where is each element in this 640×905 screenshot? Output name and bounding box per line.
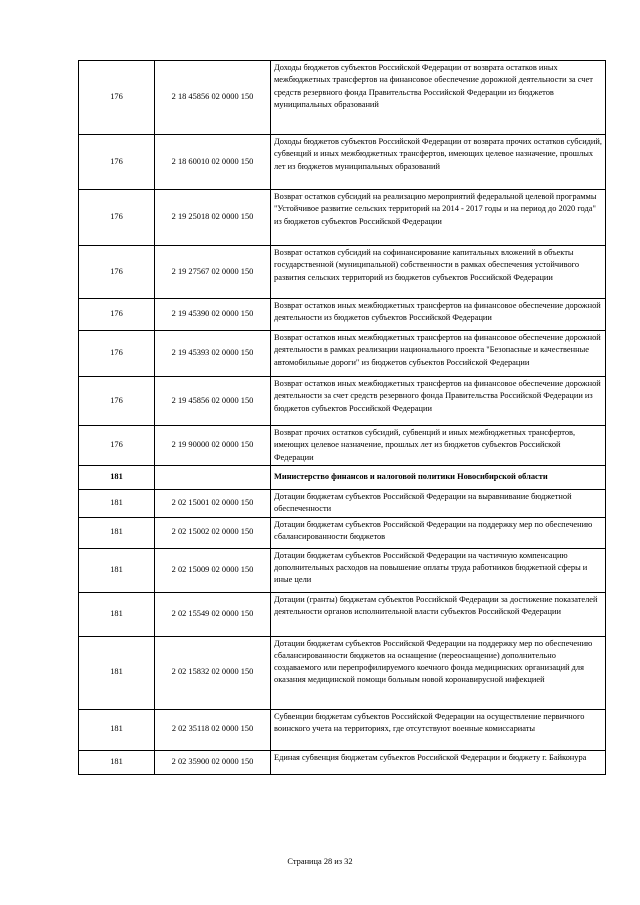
table-row [79,331,606,377]
table-row [79,636,606,709]
table-row [79,592,606,636]
kbk-code-cell: 2 19 45390 02 0000 150 [155,299,271,331]
admin-code-cell: 176 [79,331,155,377]
table-row [79,135,606,190]
revenue-name-cell: Возврат остатков иных межбюджетных трансфертов на финансовое обеспечение дорожной деятельности в рамках реализации национального проекта "Безопасные и качественные автомобильные дороги" из бюджетов субъектов Российской Федерации [271,331,606,377]
revenue-codes-table [78,60,606,775]
kbk-code-cell: 2 02 15001 02 0000 150 [155,490,271,518]
revenue-name-cell: Дотации бюджетам субъектов Российской Федерации на поддержку мер по обеспечению сбалансированности бюджетов на оснащение (переоснащение) дополнительно создаваемого или перепрофилируемого коечного фонда медицинских организаций для оказания медицинской помощи больным новой коронавирусной инфекцией [271,636,606,709]
table-row [79,750,606,774]
table-row [79,490,606,518]
revenue-name-cell: Дотации бюджетам субъектов Российской Федерации на выравнивание бюджетной обеспеченности [271,490,606,518]
admin-code-cell: 176 [79,61,155,135]
admin-code-cell: 181 [79,709,155,750]
kbk-code-cell: 2 02 15832 02 0000 150 [155,636,271,709]
kbk-code-cell: 2 18 45856 02 0000 150 [155,61,271,135]
revenue-name-cell: Возврат остатков субсидий на софинансирование капитальных вложений в объекты государственной (муниципальной) собственности в рамках обеспечения устойчивого развития сельских территорий из бюджетов субъектов Российской Федерации [271,246,606,299]
revenue-name-cell: Доходы бюджетов субъектов Российской Федерации от возврата прочих остатков субсидий, субвенций и иных межбюджетных трансфертов, имеющих целевое назначение, прошлых лет из бюджетов муниципальных образований [271,135,606,190]
admin-code-cell: 181 [79,548,155,592]
admin-code-cell: 181 [79,636,155,709]
kbk-code-cell: 2 18 60010 02 0000 150 [155,135,271,190]
table-row [79,709,606,750]
table-row [79,426,606,466]
admin-code-cell: 181 [79,466,155,490]
admin-code-cell: 176 [79,190,155,246]
revenue-name-cell: Дотации бюджетам субъектов Российской Федерации на поддержку мер по обеспечению сбалансированности бюджетов [271,517,606,548]
admin-code-cell: 176 [79,246,155,299]
admin-code-cell: 176 [79,426,155,466]
revenue-name-cell: Дотации бюджетам субъектов Российской Федерации на частичную компенсацию дополнительных расходов на повышение оплаты труда работников бюджетной сферы и иные цели [271,548,606,592]
table-row [79,548,606,592]
revenue-name-cell: Министерство финансов и налоговой политики Новосибирской области [271,466,606,490]
admin-code-cell: 181 [79,490,155,518]
kbk-code-cell: 2 02 15002 02 0000 150 [155,517,271,548]
kbk-code-cell: 2 02 15009 02 0000 150 [155,548,271,592]
admin-code-cell: 181 [79,517,155,548]
table-row [79,246,606,299]
table-row [79,517,606,548]
admin-code-cell: 176 [79,135,155,190]
admin-code-cell: 176 [79,299,155,331]
kbk-code-cell: 2 19 25018 02 0000 150 [155,190,271,246]
revenue-name-cell: Доходы бюджетов субъектов Российской Федерации от возврата остатков иных межбюджетных трансфертов на финансовое обеспечение дорожной деятельности за счет средств резервного фонда Правительства Российской Федерации из бюджетов муниципальных образований [271,61,606,135]
table-row [79,61,606,135]
kbk-code-cell: 2 19 45856 02 0000 150 [155,377,271,426]
kbk-code-cell: 2 02 35118 02 0000 150 [155,709,271,750]
admin-code-cell: 181 [79,750,155,774]
revenue-name-cell: Субвенции бюджетам субъектов Российской Федерации на осуществление первичного воинского учета на территориях, где отсутствуют военные комиссариаты [271,709,606,750]
kbk-code-cell: 2 19 45393 02 0000 150 [155,331,271,377]
table-row [79,299,606,331]
kbk-code-cell: 2 19 90000 02 0000 150 [155,426,271,466]
page-number: Страница 28 из 32 [287,857,353,866]
revenue-name-cell: Возврат прочих остатков субсидий, субвенций и иных межбюджетных трансфертов, имеющих целевое назначение, прошлых лет из бюджетов субъектов Российской Федерации [271,426,606,466]
revenue-name-cell: Возврат остатков иных межбюджетных трансфертов на финансовое обеспечение дорожной деятельности за счет средств резервного фонда Правительства Российской Федерации из бюджетов субъектов Российской Федерации [271,377,606,426]
kbk-code-cell [155,466,271,490]
kbk-code-cell: 2 19 27567 02 0000 150 [155,246,271,299]
table-body [79,61,606,775]
table-row [79,190,606,246]
revenue-name-cell: Возврат остатков иных межбюджетных трансфертов на финансовое обеспечение дорожной деятельности из бюджетов субъектов Российской Федерации [271,299,606,331]
kbk-code-cell: 2 02 35900 02 0000 150 [155,750,271,774]
revenue-name-cell: Дотации (гранты) бюджетам субъектов Российской Федерации за достижение показателей деятельности органов исполнительной власти субъектов Российской Федерации [271,592,606,636]
admin-code-cell: 181 [79,592,155,636]
admin-code-cell: 176 [79,377,155,426]
section-row [79,466,606,490]
table-row [79,377,606,426]
kbk-code-cell: 2 02 15549 02 0000 150 [155,592,271,636]
revenue-name-cell: Единая субвенция бюджетам субъектов Российской Федерации и бюджету г. Байконура [271,750,606,774]
revenue-name-cell: Возврат остатков субсидий на реализацию мероприятий федеральной целевой программы "Устойчивое развитие сельских территорий на 2014 - 2017 годы и на период до 2020 года" из бюджетов субъектов Российской Федерации [271,190,606,246]
